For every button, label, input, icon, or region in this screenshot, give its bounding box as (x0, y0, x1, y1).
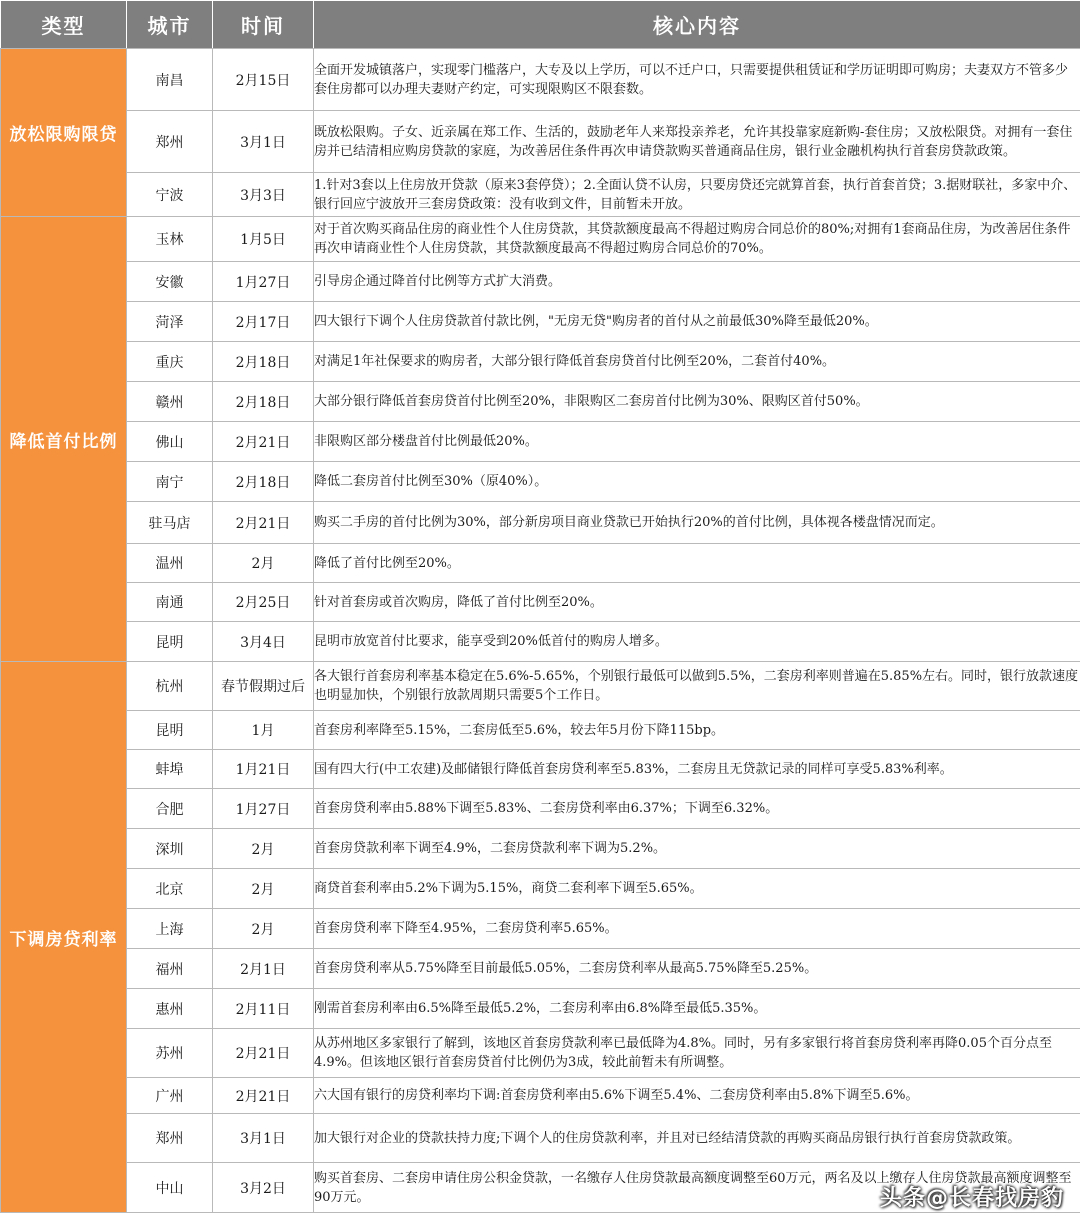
content-cell: 对于首次购买商品住房的商业性个人住房贷款，其贷款额度最高不得超过购房合同总价的80%;对拥有1套商品住房，为改善居住条件再次申请商业性个人住房贷款，其贷款额度最高不得超过购房合同总价的70%。 (314, 217, 1080, 262)
city-cell: 福州 (127, 949, 213, 989)
city-cell: 南通 (127, 583, 213, 622)
table-row (1, 1078, 1080, 1114)
city-cell: 杭州 (127, 662, 213, 711)
category-cell: 降低首付比例 (1, 217, 127, 662)
content-cell: 刚需首套房利率由6.5%降至最低5.2%，二套房利率由6.8%降至最低5.35%。 (314, 989, 1080, 1029)
city-cell: 南昌 (127, 49, 213, 111)
content-cell: 降低了首付比例至20%。 (314, 544, 1080, 583)
content-cell: 商贷首套利率由5.2%下调为5.15%，商贷二套利率下调至5.65%。 (314, 869, 1080, 909)
table-row (1, 342, 1080, 382)
content-cell: 六大国有银行的房贷利率均下调:首套房贷利率由5.6%下调至5.4%、二套房贷利率由5.8%下调至5.6%。 (314, 1078, 1080, 1114)
date-cell: 1月21日 (213, 750, 314, 789)
city-cell: 南宁 (127, 462, 213, 502)
header-row (1, 1, 1080, 49)
city-cell: 昆明 (127, 622, 213, 662)
city-cell: 重庆 (127, 342, 213, 382)
table-row (1, 382, 1080, 422)
date-cell: 2月 (213, 869, 314, 909)
city-cell: 郑州 (127, 1114, 213, 1163)
city-cell: 惠州 (127, 989, 213, 1029)
table-row (1, 989, 1080, 1029)
city-cell: 玉林 (127, 217, 213, 262)
city-cell: 深圳 (127, 829, 213, 869)
city-cell: 佛山 (127, 422, 213, 462)
content-cell: 从苏州地区多家银行了解到，该地区首套房贷款利率已最低降为4.8%。同时，另有多家银行将首套房贷利率再降0.05个百分点至4.9%。但该地区银行首套房贷首付比例仍为3成，较此前暂未有所调整。 (314, 1029, 1080, 1078)
content-cell: 首套房利率降至5.15%，二套房低至5.6%，较去年5月份下降115bp。 (314, 711, 1080, 750)
table-row (1, 909, 1080, 949)
table-row (1, 262, 1080, 302)
date-cell: 2月18日 (213, 462, 314, 502)
date-cell: 3月1日 (213, 111, 314, 173)
city-cell: 赣州 (127, 382, 213, 422)
watermark: 头条@长春找房豹 (879, 1186, 1064, 1211)
header-content: 核心内容 (314, 1, 1080, 49)
city-cell: 郑州 (127, 111, 213, 173)
content-cell: 购买二手房的首付比例为30%，部分新房项目商业贷款已开始执行20%的首付比例，具体视各楼盘情况而定。 (314, 502, 1080, 544)
date-cell: 2月17日 (213, 302, 314, 342)
date-cell: 2月18日 (213, 342, 314, 382)
city-cell: 合肥 (127, 789, 213, 829)
table-row (1, 302, 1080, 342)
table-row (1, 711, 1080, 750)
city-cell: 上海 (127, 909, 213, 949)
content-cell: 大部分银行降低首套房贷首付比例至20%，非限购区二套房首付比例为30%、限购区首付50%。 (314, 382, 1080, 422)
date-cell: 1月27日 (213, 262, 314, 302)
city-cell: 安徽 (127, 262, 213, 302)
date-cell: 2月21日 (213, 1078, 314, 1114)
date-cell: 2月18日 (213, 382, 314, 422)
date-cell: 3月4日 (213, 622, 314, 662)
table-row (1, 502, 1080, 544)
content-cell: 对满足1年社保要求的购房者，大部分银行降低首套房贷首付比例至20%，二套首付40%。 (314, 342, 1080, 382)
city-cell: 中山 (127, 1163, 213, 1213)
content-cell: 全面开发城镇落户，实现零门槛落户，大专及以上学历，可以不迁户口，只需要提供租赁证和学历证明即可购房；夫妻双方不管多少套住房都可以办理夫妻财产约定，可实现限购区不限套数。 (314, 49, 1080, 111)
table-row (1, 173, 1080, 217)
date-cell: 3月1日 (213, 1114, 314, 1163)
date-cell: 2月15日 (213, 49, 314, 111)
date-cell: 2月21日 (213, 502, 314, 544)
city-cell: 宁波 (127, 173, 213, 217)
table-row (1, 462, 1080, 502)
city-cell: 昆明 (127, 711, 213, 750)
date-cell: 3月2日 (213, 1163, 314, 1213)
content-cell: 昆明市放宽首付比要求，能享受到20%低首付的购房人增多。 (314, 622, 1080, 662)
table-row (1, 662, 1080, 711)
header-date: 时间 (213, 1, 314, 49)
date-cell: 春节假期过后 (213, 662, 314, 711)
table-row (1, 750, 1080, 789)
table-row (1, 422, 1080, 462)
table-row (1, 1114, 1080, 1163)
content-cell: 既放松限购。子女、近亲属在郑工作、生活的，鼓励老年人来郑投亲养老，允许其投靠家庭新购-套住房；又放松限贷。对拥有一套住房并已结清相应购房贷款的家庭，为改善居住条件再次申请贷款购买普通商品住房，银行业金融机构执行首套房贷款政策。 (314, 111, 1080, 173)
city-cell: 温州 (127, 544, 213, 583)
category-cell: 下调房贷利率 (1, 662, 127, 1213)
date-cell: 2月 (213, 829, 314, 869)
city-cell: 北京 (127, 869, 213, 909)
content-cell: 引导房企通过降首付比例等方式扩大消费。 (314, 262, 1080, 302)
content-cell: 国有四大行(中工农建)及邮储银行降低首套房贷利率至5.83%，二套房且无贷款记录的同样可享受5.83%利率。 (314, 750, 1080, 789)
city-cell: 驻马店 (127, 502, 213, 544)
date-cell: 2月 (213, 909, 314, 949)
header-city: 城市 (127, 1, 213, 49)
date-cell: 2月1日 (213, 949, 314, 989)
content-cell: 各大银行首套房利率基本稳定在5.6%-5.65%，个别银行最低可以做到5.5%，二套房利率则普遍在5.85%左右。同时，银行放款速度也明显加快，个别银行放款周期只需要5个工作日。 (314, 662, 1080, 711)
category-cell: 放松限购限贷 (1, 49, 127, 217)
date-cell: 1月5日 (213, 217, 314, 262)
table-row (1, 949, 1080, 989)
content-cell: 首套房贷利率从5.75%降至目前最低5.05%，二套房贷利率从最高5.75%降至5.25%。 (314, 949, 1080, 989)
city-cell: 菏泽 (127, 302, 213, 342)
table-row (1, 1029, 1080, 1078)
date-cell: 3月3日 (213, 173, 314, 217)
content-cell: 购买首套房、二套房申请住房公积金贷款，一名缴存人住房贷款最高额度调整至60万元，两名及以上缴存人住房贷款最高额度调整至90万元。 (314, 1163, 1080, 1213)
date-cell: 2月11日 (213, 989, 314, 1029)
date-cell: 2月21日 (213, 422, 314, 462)
content-cell: 首套房贷利率下降至4.95%，二套房贷利率5.65%。 (314, 909, 1080, 949)
table-row (1, 583, 1080, 622)
content-cell: 首套房贷利率由5.88%下调至5.83%、二套房贷利率由6.37%；下调至6.32%。 (314, 789, 1080, 829)
content-cell: 针对首套房或首次购房，降低了首付比例至20%。 (314, 583, 1080, 622)
content-cell: 加大银行对企业的贷款扶持力度;下调个人的住房贷款利率，并且对已经结清贷款的再购买商品房银行执行首套房贷款政策。 (314, 1114, 1080, 1163)
table-row (1, 111, 1080, 173)
table-row (1, 544, 1080, 583)
date-cell: 1月27日 (213, 789, 314, 829)
table-row (1, 829, 1080, 869)
content-cell: 1.针对3套以上住房放开贷款（原来3套停贷）；2.全面认贷不认房，只要房贷还完就算首套，执行首套首贷；3.据财联社，多家中介、银行回应宁波放开三套房贷政策：没有收到文件，目前暂未开放。 (314, 173, 1080, 217)
table-row (1, 869, 1080, 909)
date-cell: 2月25日 (213, 583, 314, 622)
content-cell: 非限购区部分楼盘首付比例最低20%。 (314, 422, 1080, 462)
content-cell: 四大银行下调个人住房贷款首付款比例，"无房无贷"购房者的首付从之前最低30%降至最低20%。 (314, 302, 1080, 342)
content-cell: 降低二套房首付比例至30%（原40%）。 (314, 462, 1080, 502)
header-type: 类型 (1, 1, 127, 49)
date-cell: 2月 (213, 544, 314, 583)
city-cell: 苏州 (127, 1029, 213, 1078)
content-cell: 首套房贷款利率下调至4.9%，二套房贷款利率下调为5.2%。 (314, 829, 1080, 869)
table-row (1, 49, 1080, 111)
table-body (1, 49, 1080, 1213)
city-cell: 蚌埠 (127, 750, 213, 789)
date-cell: 1月 (213, 711, 314, 750)
city-cell: 广州 (127, 1078, 213, 1114)
table-row (1, 622, 1080, 662)
table-row (1, 789, 1080, 829)
date-cell: 2月21日 (213, 1029, 314, 1078)
table-row (1, 217, 1080, 262)
